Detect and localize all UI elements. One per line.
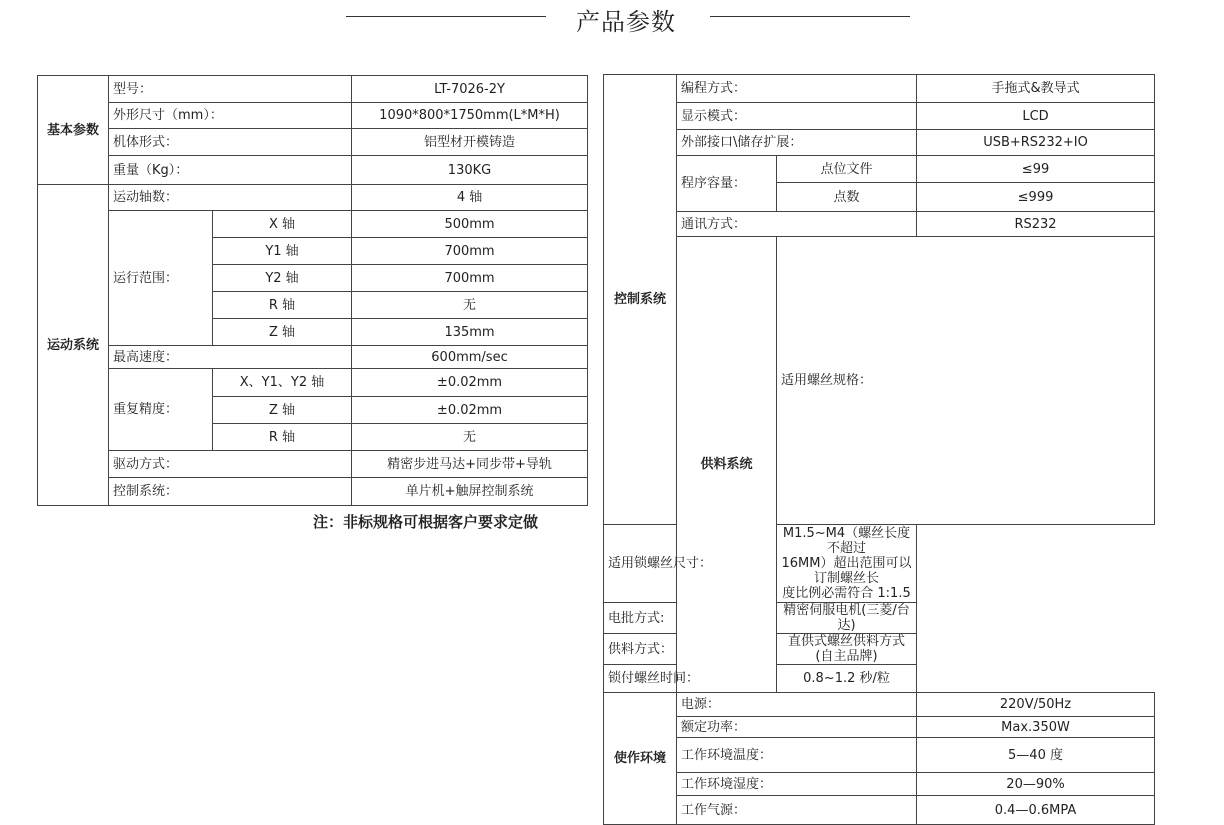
range-axis: R 轴 [213, 292, 352, 319]
form-value: 铝型材开模铸造 [352, 129, 588, 156]
table-row [38, 129, 588, 156]
range-value: 135mm [352, 319, 588, 346]
range-value: 无 [352, 292, 588, 319]
lock-size-line: 16MM）超出范围可以订制螺丝长 [781, 556, 912, 586]
capacity-value: ≤99 [917, 156, 1155, 183]
supply-value: 直供式螺丝供料方式(自主品牌) [777, 634, 917, 665]
model-label: 型号： [109, 76, 352, 103]
range-axis: X 轴 [213, 211, 352, 238]
speed-value: 600mm/sec [352, 346, 588, 369]
power-label: 电源： [677, 693, 917, 717]
humidity-label: 工作环境湿度： [677, 773, 917, 796]
capacity-sub: 点数 [777, 183, 917, 212]
table-row [38, 369, 588, 397]
range-axis: Y2 轴 [213, 265, 352, 292]
page-header [0, 0, 1224, 40]
lock-size-value [777, 525, 917, 603]
repeat-label: 重复精度： [109, 369, 213, 451]
range-axis: Y1 轴 [213, 238, 352, 265]
section-basic: 基本参数 [38, 76, 109, 185]
control-label: 控制系统： [109, 478, 352, 506]
pressure-value: 0.4—0.6MPA [917, 796, 1155, 825]
table-row [604, 738, 1155, 773]
comm-label: 通讯方式： [677, 212, 917, 237]
supply-label: 供料方式： [604, 634, 777, 665]
section-control: 控制系统 [604, 75, 677, 525]
repeat-value: ±0.02mm [352, 397, 588, 424]
comm-value: RS232 [917, 212, 1155, 237]
temp-label: 工作环境温度： [677, 738, 917, 773]
left-spec-table [37, 75, 588, 506]
drive-value: 精密步进马达+同步带+导轨 [352, 451, 588, 478]
weight-label: 重量（Kg）： [109, 156, 352, 185]
pressure-label: 工作气源： [677, 796, 917, 825]
repeat-value: 无 [352, 424, 588, 451]
model-value: LT-7026-2Y [352, 76, 588, 103]
repeat-axis: R 轴 [213, 424, 352, 451]
capacity-sub: 点位文件 [777, 156, 917, 183]
table-row [38, 346, 588, 369]
table-row [604, 693, 1155, 717]
range-value: 700mm [352, 238, 588, 265]
section-motion: 运动系统 [38, 185, 109, 506]
size-label: 外形尺寸（mm）： [109, 103, 352, 129]
capacity-value: ≤999 [917, 183, 1155, 212]
table-row [38, 103, 588, 129]
display-label: 显示模式： [677, 103, 917, 130]
section-env: 使作环境 [604, 693, 677, 825]
control-value: 单片机+触屏控制系统 [352, 478, 588, 506]
program-label: 编程方式： [677, 75, 917, 103]
table-row [604, 525, 1155, 603]
driver-label: 电批方式: [604, 603, 777, 634]
table-row [38, 211, 588, 238]
table-row [604, 237, 1155, 525]
size-value: 1090*800*1750mm(L*M*H) [352, 103, 588, 129]
axes-label: 运动轴数： [109, 185, 352, 211]
table-row [604, 156, 1155, 183]
table-row [604, 717, 1155, 738]
repeat-axis: X、Y1、Y2 轴 [213, 369, 352, 397]
table-row [604, 773, 1155, 796]
repeat-axis: Z 轴 [213, 397, 352, 424]
table-row [604, 103, 1155, 130]
custom-note: 注：非标规格可根据客户要求定做 [313, 513, 539, 531]
time-value: 0.8~1.2 秒/粒 [777, 665, 917, 693]
temp-value: 5—40 度 [917, 738, 1155, 773]
table-row [38, 156, 588, 185]
range-value: 700mm [352, 265, 588, 292]
drive-label: 驱动方式： [109, 451, 352, 478]
interface-value: USB+RS232+IO [917, 130, 1155, 156]
table-row [604, 603, 1155, 634]
range-value: 500mm [352, 211, 588, 238]
screw-spec-label: 适用螺丝规格： [777, 237, 1155, 525]
program-value: 手拖式&教导式 [917, 75, 1155, 103]
repeat-value: ±0.02mm [352, 369, 588, 397]
table-row [38, 451, 588, 478]
table-row [604, 212, 1155, 237]
table-row [604, 634, 1155, 665]
table-row [38, 76, 588, 103]
range-axis: Z 轴 [213, 319, 352, 346]
display-value: LCD [917, 103, 1155, 130]
range-label: 运行范围： [109, 211, 213, 346]
humidity-value: 20—90% [917, 773, 1155, 796]
section-feeding: 供料系统 [677, 237, 777, 693]
table-row [604, 796, 1155, 825]
rated-label: 额定功率： [677, 717, 917, 738]
time-label: 锁付螺丝时间： [604, 665, 777, 693]
lock-size-line: 度比例必需符合 1:1.5 [782, 586, 911, 601]
table-row [604, 130, 1155, 156]
right-spec-table [603, 74, 1155, 825]
title-divider-right [710, 16, 910, 17]
table-row [38, 185, 588, 211]
driver-value: 精密伺服电机(三菱/台达) [777, 603, 917, 634]
speed-label: 最高速度： [109, 346, 352, 369]
lock-size-label: 适用锁螺丝尺寸： [604, 525, 777, 603]
weight-value: 130KG [352, 156, 588, 185]
table-row [604, 665, 1155, 693]
interface-label: 外部接口\储存扩展： [677, 130, 917, 156]
table-row [604, 75, 1155, 103]
page-title: 产品参数 [576, 8, 676, 36]
table-row [38, 478, 588, 506]
rated-value: Max.350W [917, 717, 1155, 738]
axes-value: 4 轴 [352, 185, 588, 211]
title-divider-left [346, 16, 546, 17]
power-value: 220V/50Hz [917, 693, 1155, 717]
form-label: 机体形式： [109, 129, 352, 156]
lock-size-line: M1.5~M4（螺丝长度不超过 [782, 526, 911, 556]
capacity-label: 程序容量： [677, 156, 777, 212]
